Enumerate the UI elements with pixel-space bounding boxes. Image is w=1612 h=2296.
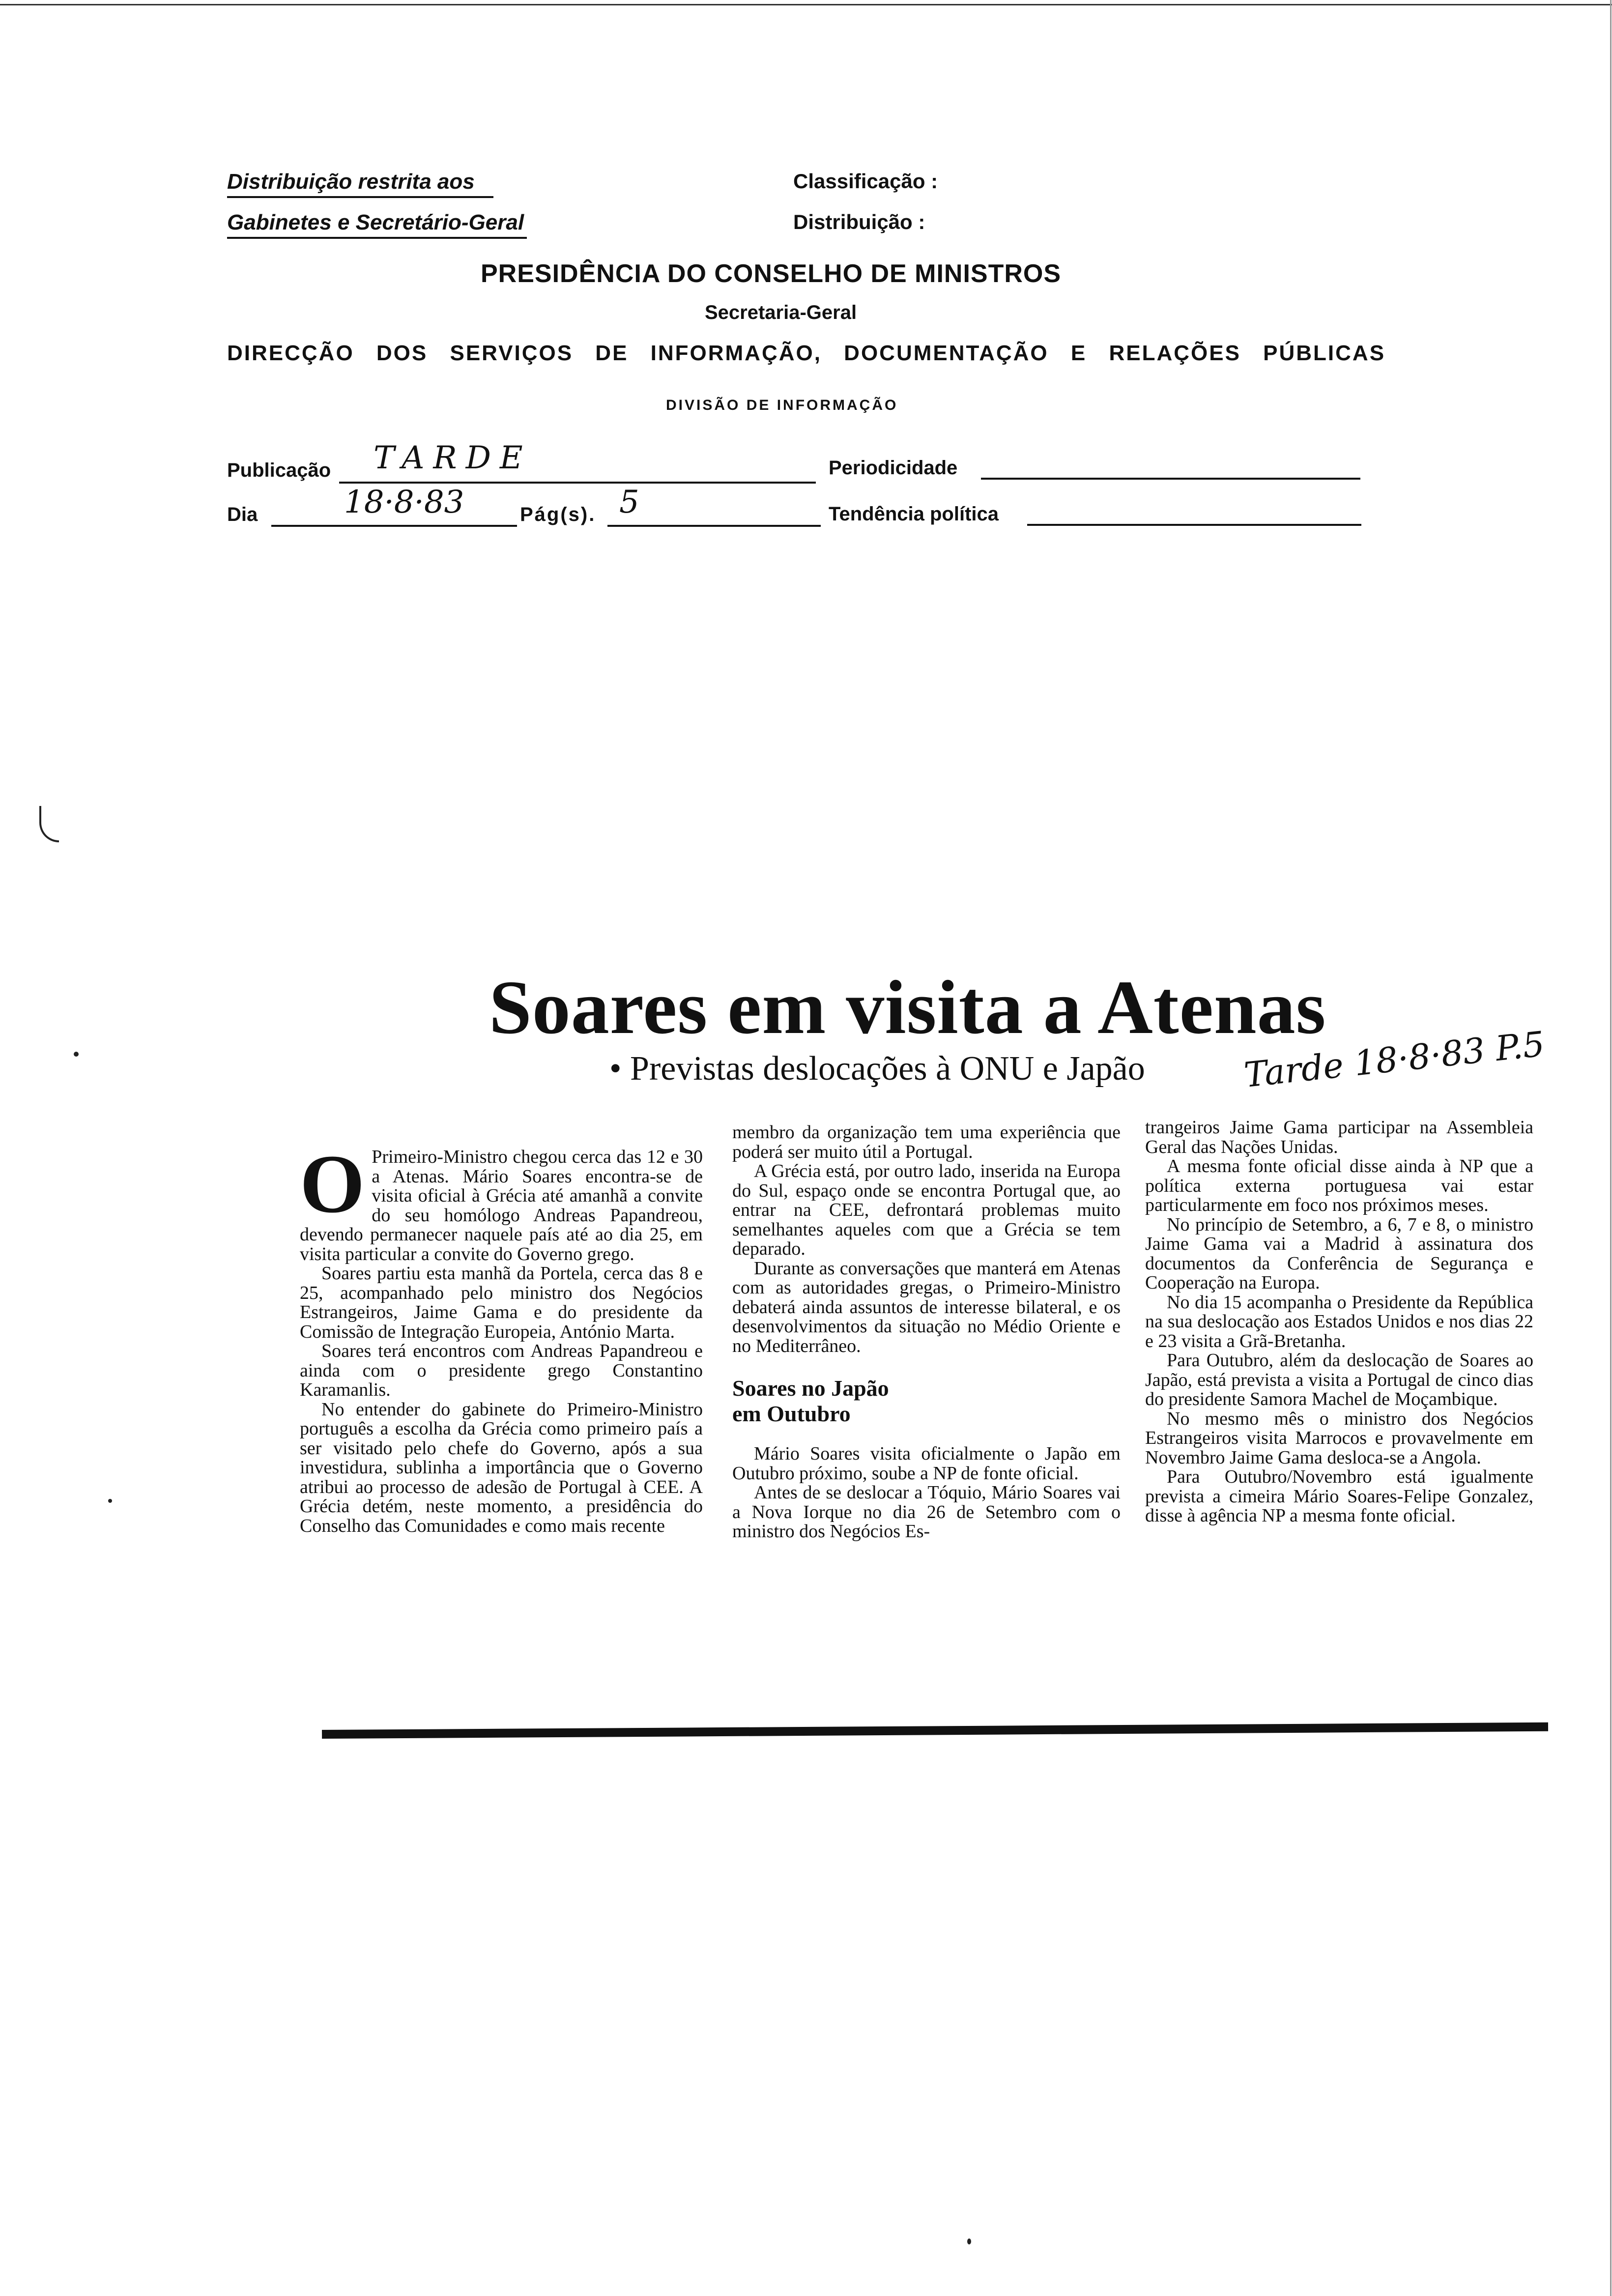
- paragraph: Mário Soares visita oficialmente o Japão em Outubro próximo, soube a NP de fonte oficial.: [732, 1443, 1121, 1484]
- section-title-line: Soares no Japão: [732, 1376, 889, 1401]
- secretariat: Secretaria-Geral: [705, 302, 857, 323]
- paragraph: No dia 15 acompanha o Presidente da República na sua deslocação aos Estados Unidos e nos dias 22 e 23 visita a Grã-Bretanha.: [1145, 1292, 1533, 1351]
- article-column-2: [732, 1123, 1121, 1542]
- periodicity-field-line: [981, 478, 1360, 480]
- paragraph: membro da organização tem uma experiência que poderá ser muito útil a Portugal.: [732, 1122, 1121, 1162]
- paragraph: Primeiro-Ministro chegou cerca das 12 e 30 a Atenas. Mário Soares encontra-se de visita oficial à Grécia até amanhã a convite do seu homólogo Andreas Papandreou, devendo permanecer naquele país até ao dia 25, em visita particular a convite do Governo grego.: [300, 1147, 703, 1264]
- article-column-3: [1145, 1118, 1533, 1526]
- paragraph: No mesmo mês o ministro dos Negócios Estrangeiros visita Marrocos e provavelmente em Novembro Jaime Gama desloca-se a Angola.: [1145, 1408, 1533, 1468]
- paragraph: Antes de se deslocar a Tóquio, Mário Soares vai a Nova Iorque no dia 26 de Setembro com o ministro dos Negócios Es-: [732, 1482, 1121, 1542]
- scan-edge-top: [0, 4, 1612, 5]
- pages-handwritten-value: 5: [619, 484, 639, 520]
- paragraph: A mesma fonte oficial disse ainda à NP que a política externa portuguesa vai estar particularmente em foco nos próximos meses.: [1145, 1156, 1533, 1215]
- clipping-bottom-rule: [322, 1722, 1548, 1739]
- directorate: DIRECÇÃO DOS SERVIÇOS DE INFORMAÇÃO, DOCUMENTAÇÃO E RELAÇÕES PÚBLICAS: [227, 341, 1386, 365]
- paragraph: Soares partiu esta manhã da Portela, cerca das 8 e 25, acompanhado pelo ministro dos Negócios Estrangeiros, Jaime Gama e do presidente da Comissão de Integração Europeia, António Marta.: [300, 1263, 703, 1342]
- paragraph: Durante as conversações que manterá em Atenas com as autoridades gregas, o Primeiro-Ministro debaterá ainda assuntos de interesse bilateral, e os desenvolvimentos da situação no Médio Oriente e no Mediterrâneo.: [732, 1258, 1121, 1356]
- day-label: Dia: [227, 504, 258, 525]
- article-headline: Soares em visita a Atenas: [489, 965, 1326, 1050]
- day-field-line: [271, 525, 517, 527]
- paragraph: No entender do gabinete do Primeiro-Ministro português a escolha da Grécia como primeiro país a ser visitado pelo chefe do Governo, após a sua investidura, sublinha a importância que o Governo atribui ao processo de adesão de Portugal à CEE. A Grécia detém, neste momento, a presidência do Conselho das Comunidades e como mais recente: [300, 1399, 703, 1536]
- paragraph: Para Outubro/Novembro está igualmente prevista a cimeira Mário Soares-Felipe Gonzalez, disse à agência NP a mesma fonte oficial.: [1145, 1466, 1533, 1526]
- paragraph: Soares terá encontros com Andreas Papandreou e ainda com o presidente grego Constantino Karamanlis.: [300, 1341, 703, 1400]
- scan-edge-right: [1610, 0, 1612, 2296]
- pages-label: Pág(s).: [520, 504, 596, 525]
- paragraph: trangeiros Jaime Gama participar na Assembleia Geral das Nações Unidas.: [1145, 1117, 1533, 1157]
- org-title: PRESIDÊNCIA DO CONSELHO DE MINISTROS: [481, 259, 1062, 288]
- tendency-label: Tendência política: [829, 503, 999, 525]
- scan-mark: [39, 806, 59, 842]
- publication-field-line: [339, 482, 816, 484]
- classification-label: Classificação :: [793, 170, 938, 193]
- scan-dot: [74, 1052, 79, 1057]
- pages-field-line: [607, 525, 821, 527]
- paragraph: A Grécia está, por outro lado, inserida na Europa do Sul, espaço onde se encontra Portugal que, ao entrar na CEE, defrontará problemas muito semelhantes aqueles com que a Grécia se tem deparado.: [732, 1161, 1121, 1259]
- distribution-label: Distribuição :: [793, 210, 925, 233]
- section-title-line: em Outubro: [732, 1401, 851, 1426]
- section-title: [732, 1376, 1121, 1427]
- restricted-distribution-line1: Distribuição restrita aos: [227, 170, 493, 198]
- restricted-distribution-line2: Gabinetes e Secretário-Geral: [227, 210, 527, 239]
- publication-label: Publicação: [227, 459, 331, 481]
- article-subheadline: • Previstas deslocações à ONU e Japão: [609, 1050, 1145, 1088]
- scan-dot: [967, 2239, 971, 2244]
- clipping-handwritten-note: Tarde 18·8·83 P.5: [1242, 1024, 1547, 1095]
- publication-handwritten-value: TARDE: [374, 440, 532, 476]
- tendency-field-line: [1027, 524, 1361, 526]
- drop-cap: O: [300, 1138, 365, 1230]
- day-handwritten-value: 18·8·83: [344, 484, 464, 520]
- scan-dot: [108, 1499, 112, 1503]
- article-column-1: [300, 1138, 703, 1536]
- division: DIVISÃO DE INFORMAÇÃO: [666, 397, 898, 413]
- periodicity-label: Periodicidade: [829, 457, 958, 479]
- paragraph: No princípio de Setembro, a 6, 7 e 8, o ministro Jaime Gama vai a Madrid à assinatura dos documentos da Conferência de Segurança e Cooperação na Europa.: [1145, 1214, 1533, 1293]
- paragraph: Para Outubro, além da deslocação de Soares ao Japão, está prevista a visita a Portugal de cinco dias do presidente Samora Machel de Moçambique.: [1145, 1350, 1533, 1409]
